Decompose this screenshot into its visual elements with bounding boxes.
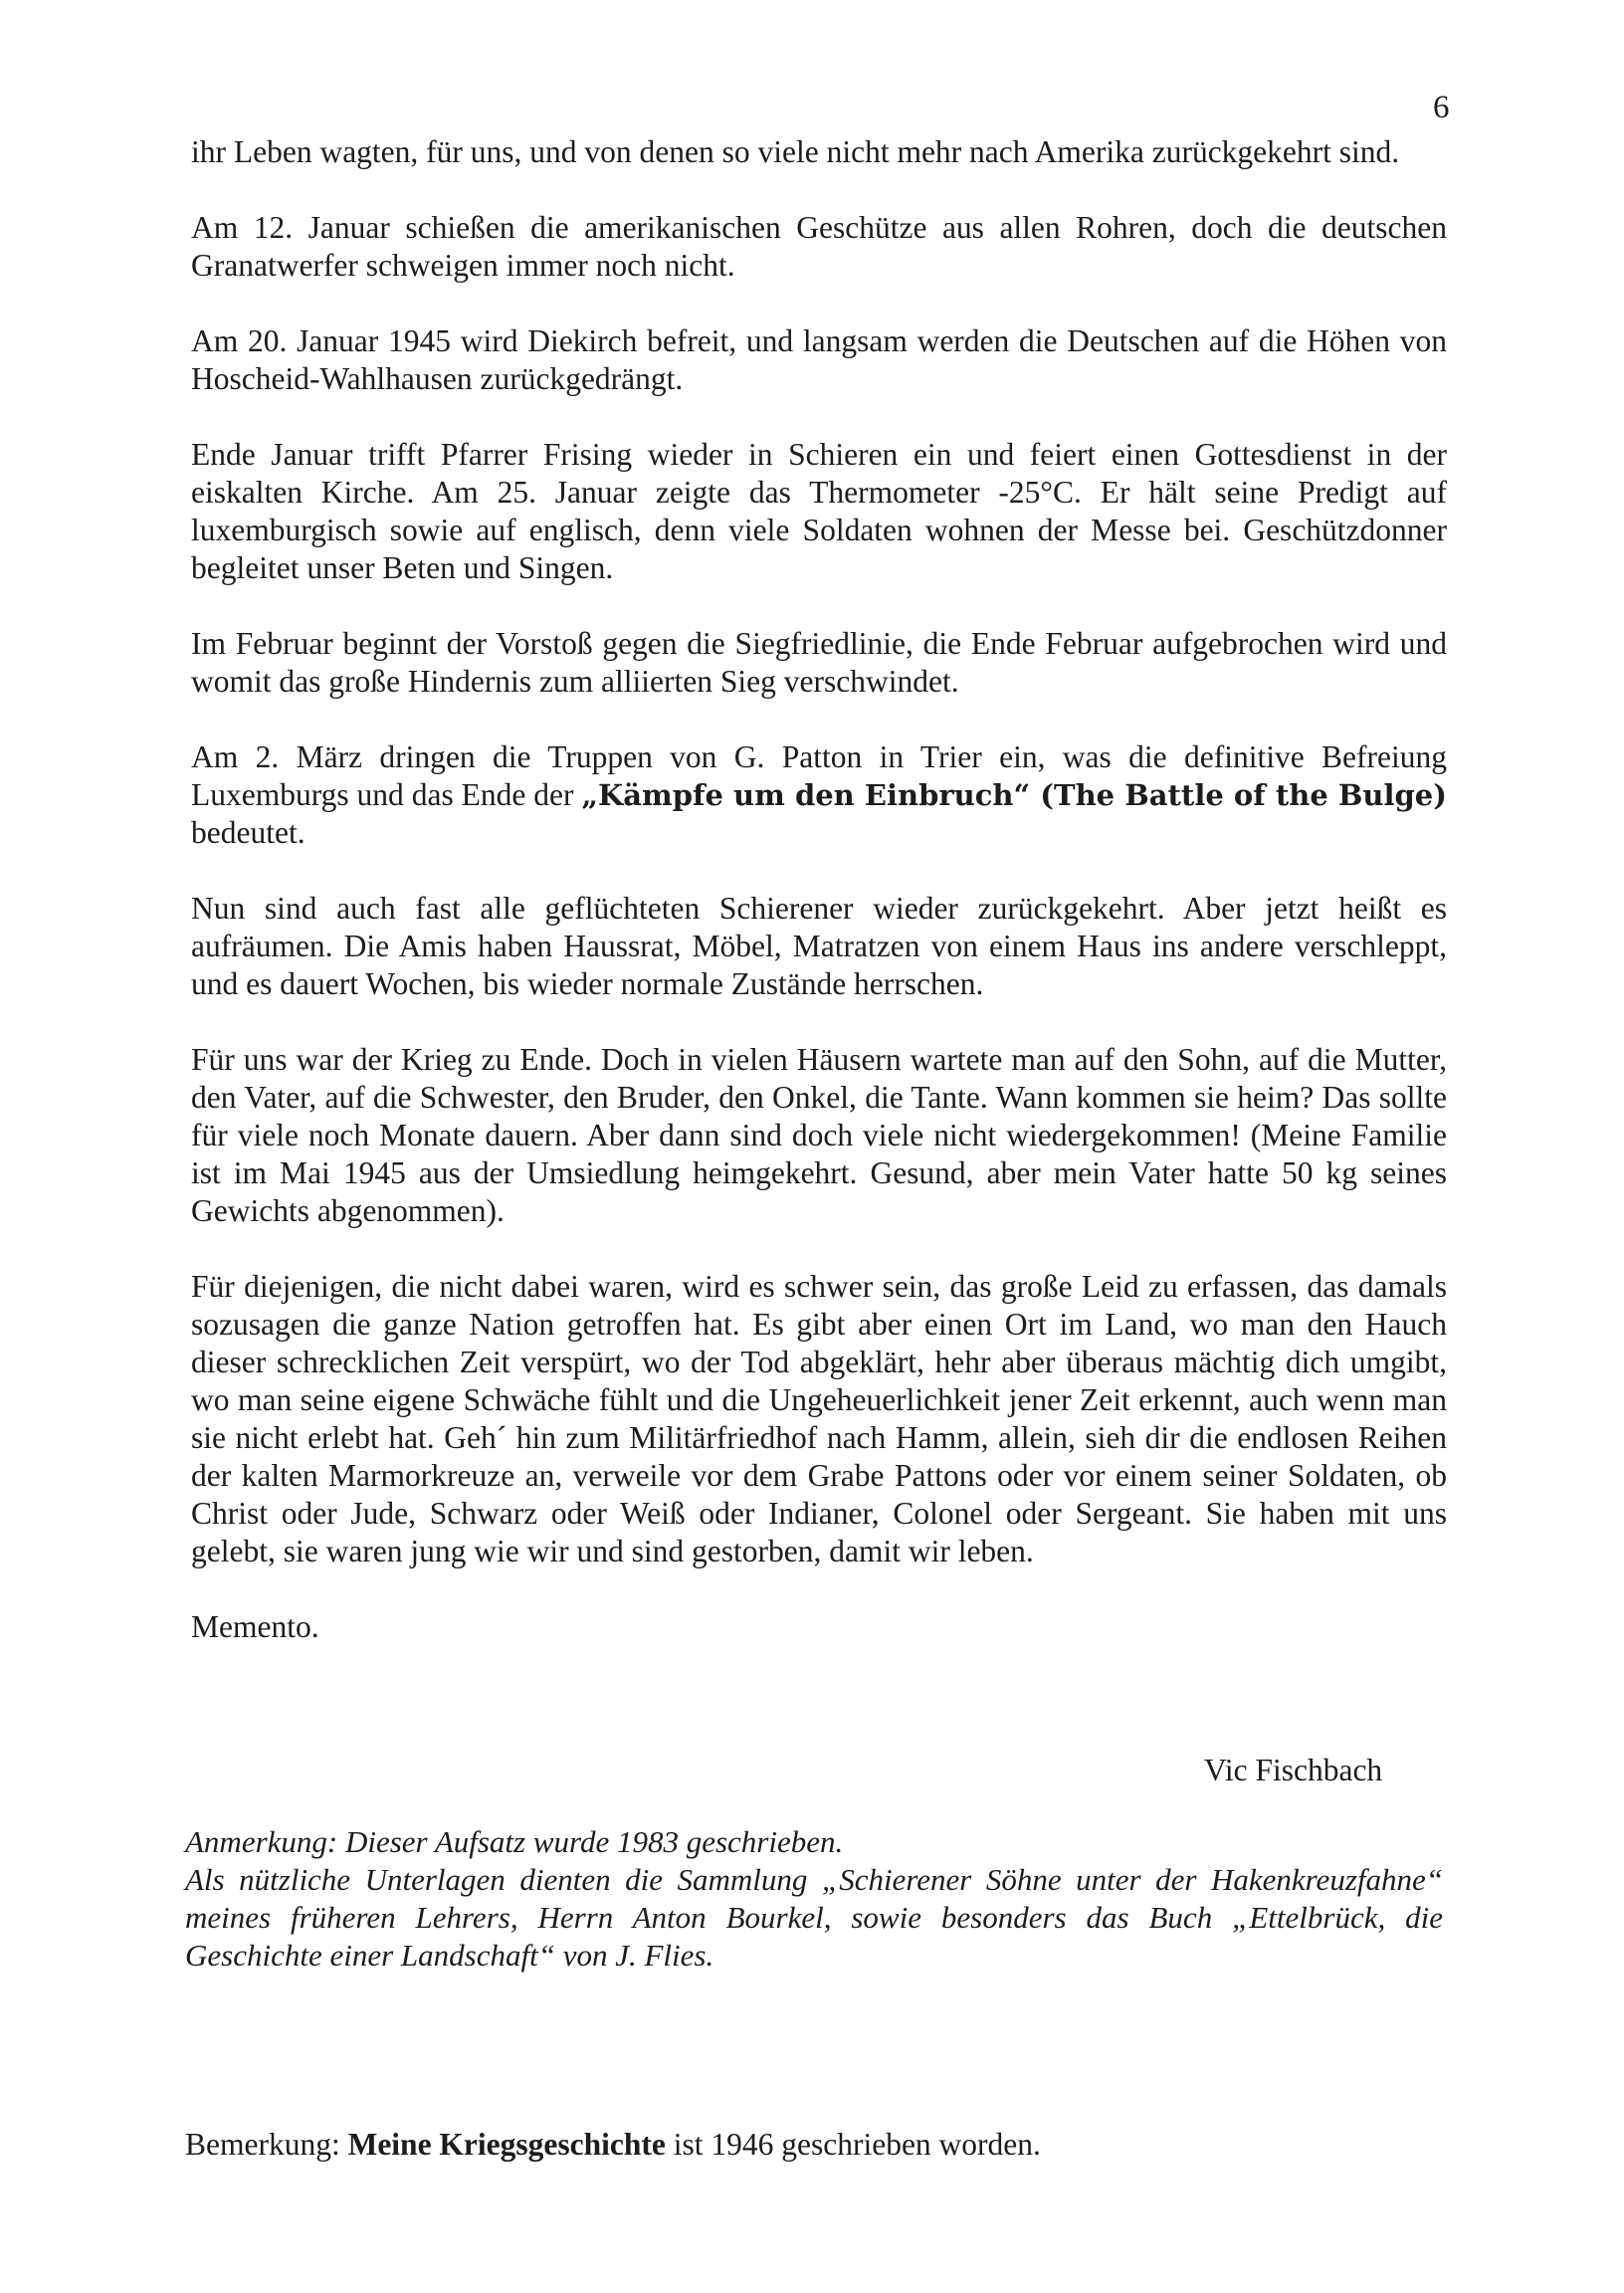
remark-rest: ist 1946 geschrieben worden.: [665, 2127, 1041, 2162]
note-line-1: Anmerkung: Dieser Aufsatz wurde 1983 geschrieben.: [185, 1824, 844, 1859]
remark-label: Bemerkung:: [185, 2127, 348, 2162]
paragraph-5: Im Februar beginnt der Vorstoß gegen die Siegfriedlinie, die Ende Februar aufgebrochen wird und womit das große Hindernis zum alliierten Sieg verschwindet.: [191, 626, 1447, 699]
paragraph-1: ihr Leben wagten, für uns, und von denen so viele nicht mehr nach Amerika zurückgekehrt sind.: [191, 134, 1400, 169]
paragraph-2: Am 12. Januar schießen die amerikanischen Geschütze aus allen Rohren, doch die deutschen Granatwerfer schweigen immer noch nicht.: [191, 210, 1447, 283]
paragraph-7: Nun sind auch fast alle geflüchteten Schierener wieder zurückgekehrt. Aber jetzt heißt es aufräumen. Die Amis haben Haussrat, Möbel, Matratzen von einem Haus ins andere verschleppt, und es dauert Wochen, bis wieder normale Zustände herrschen.: [191, 891, 1447, 1001]
remark-title: Meine Kriegsgeschichte: [347, 2127, 666, 2162]
battle-of-the-bulge-title: „Kämpfe um den Einbruch“ (The Battle of the Bulge): [581, 778, 1447, 812]
page-number: 6: [1433, 90, 1450, 125]
body-text: [191, 133, 1447, 1684]
paragraph-6-end: bedeutet.: [191, 815, 305, 850]
author-note: [185, 1823, 1443, 1975]
paragraph-6: [191, 738, 1447, 852]
memento: Memento.: [191, 1609, 319, 1644]
paragraph-9: Für diejenigen, die nicht dabei waren, wird es schwer sein, das große Leid zu erfassen, das damals sozusagen die ganze Nation getroffen hat. Es gibt aber einen Ort im Land, wo man den Hauch dieser schrecklichen Zeit verspürt, wo der Tod abgeklärt, hehr aber überaus mächtig dich umgibt, wo man seine eigene Schwäche fühlt und die Ungeheuerlichkeit jener Zeit erkennt, auch wenn man sie nicht erlebt hat. Geh´ hin zum Militärfriedhof nach Hamm, allein, sieh dir die endlosen Reihen der kalten Marmorkreuze an, verweile vor dem Grabe Pattons oder vor einem seiner Soldaten, ob Christ oder Jude, Schwarz oder Weiß oder Indianer, Colonel oder Sergeant. Sie haben mit uns gelebt, sie waren jung wie wir und sind gestorben, damit wir leben.: [191, 1269, 1447, 1568]
author-signature: Vic Fischbach: [1204, 1753, 1383, 1787]
remark: [185, 2126, 1041, 2164]
paragraph-6-text: Am 2. März dringen die Truppen von G. Patton in Trier ein, was die definitive Befreiung Luxemburgs und das Ende der: [191, 739, 1447, 812]
paragraph-3: Am 20. Januar 1945 wird Diekirch befreit, und langsam werden die Deutschen auf die Höhen von Hoscheid-Wahlhausen zurückgedrängt.: [191, 323, 1447, 396]
paragraph-4: Ende Januar trifft Pfarrer Frising wieder in Schieren ein und feiert einen Gottesdienst in der eiskalten Kirche. Am 25. Januar zeigte das Thermometer -25°C. Er hält seine Predigt auf luxemburgisch sowie auf englisch, denn viele Soldaten wohnen der Messe bei. Geschützdonner begleitet unser Beten und Singen.: [191, 437, 1447, 585]
note-line-2: Als nützliche Unterlagen dienten die Sammlung „Schierener Söhne unter der Hakenkreuzfahne“ meines früheren Lehrers, Herrn Anton Bourkel, sowie besonders das Buch „Ettelbrück, die Geschichte einer Landschaft“ von J. Flies.: [185, 1862, 1443, 1973]
paragraph-8: Für uns war der Krieg zu Ende. Doch in vielen Häusern wartete man auf den Sohn, auf die Mutter, den Vater, auf die Schwester, den Bruder, den Onkel, die Tante. Wann kommen sie heim? Das sollte für viele noch Monate dauern. Aber dann sind doch viele nicht wiedergekommen! (Meine Familie ist im Mai 1945 aus der Umsiedlung heimgekehrt. Gesund, aber mein Vater hatte 50 kg seines Gewichts abgenommen).: [191, 1042, 1447, 1228]
